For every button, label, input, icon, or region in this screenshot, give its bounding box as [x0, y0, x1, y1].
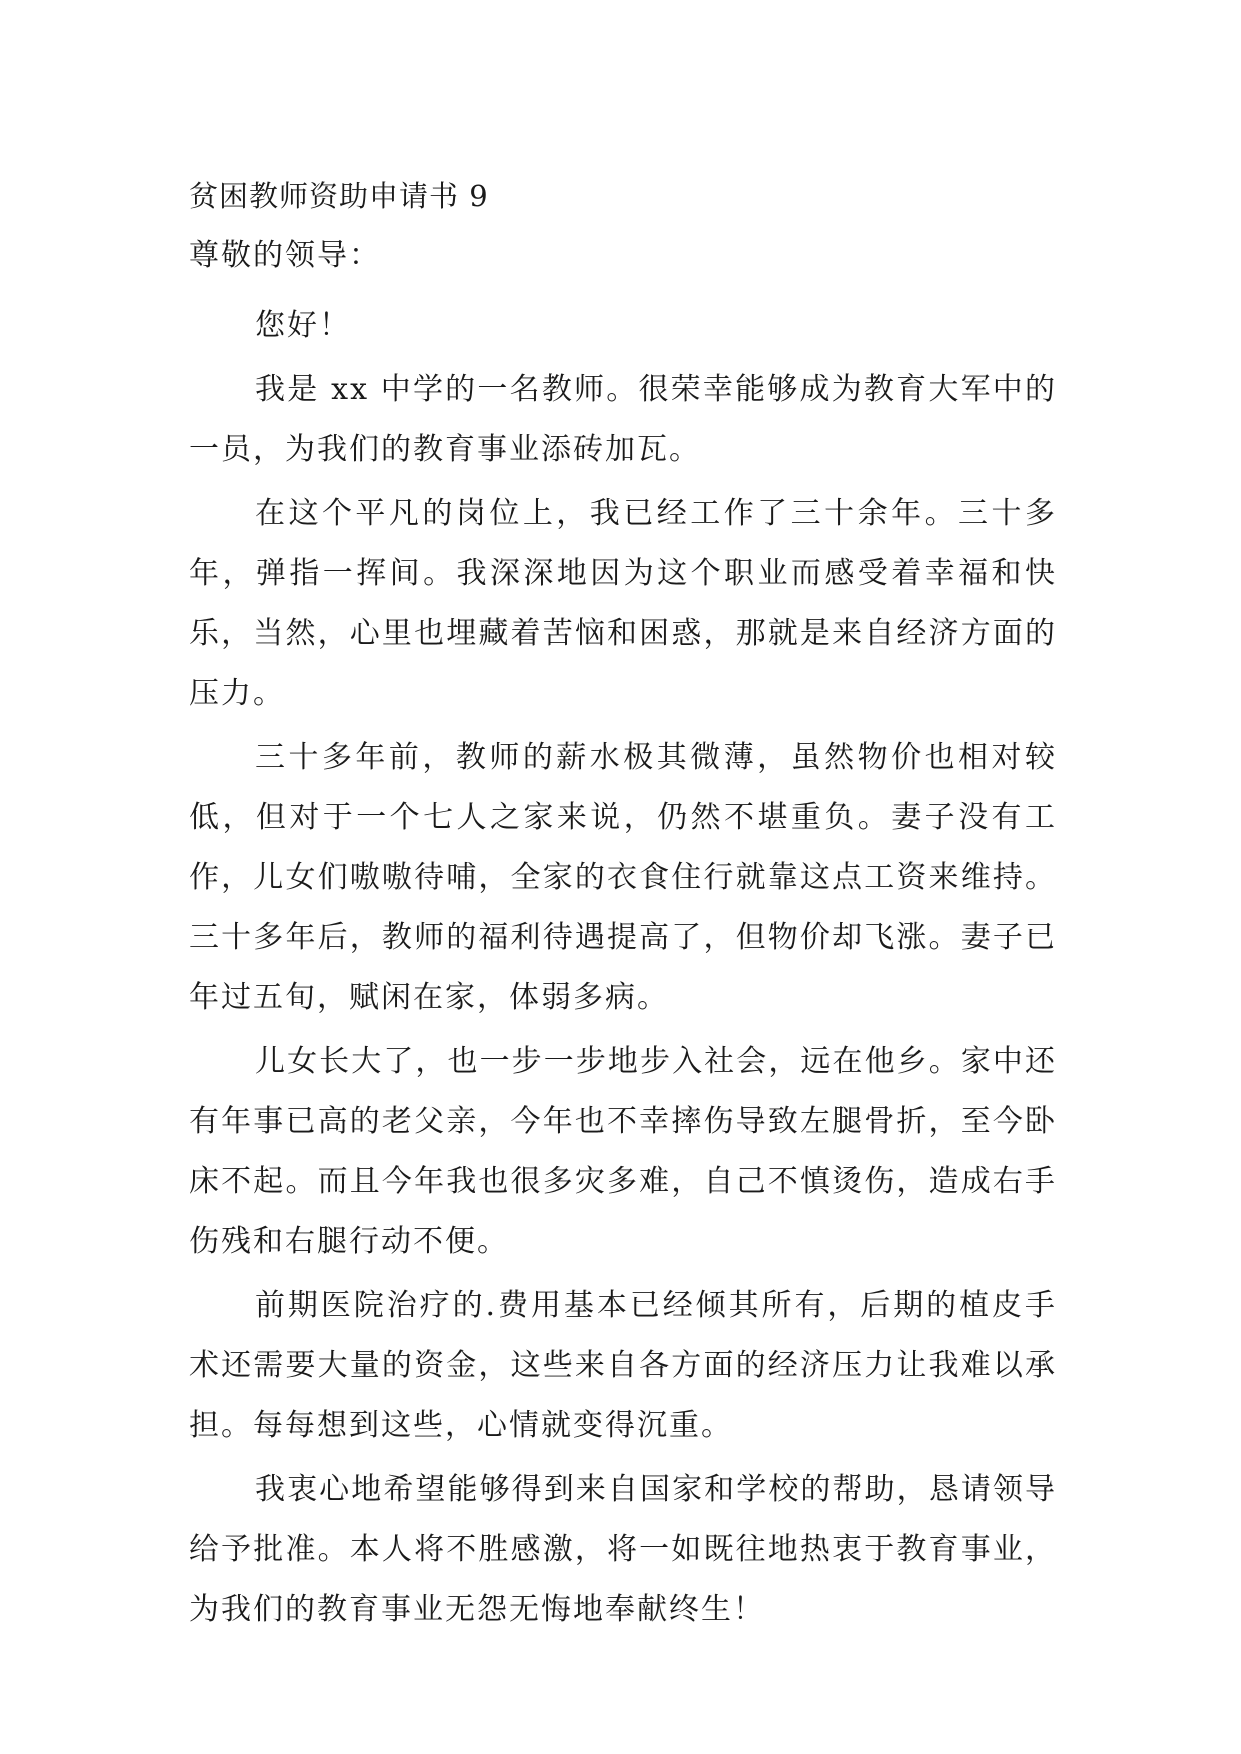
- body-paragraph-5: 前期医院治疗的.费用基本已经倾其所有，后期的植皮手术还需要大量的资金，这些来自各方面的经济压力让我难以承担。每每想到这些，心情就变得沉重。: [189, 1288, 1057, 1443]
- body-paragraph-2: 在这个平凡的岗位上，我已经工作了三十余年。三十多年，弹指一挥间。我深深地因为这个职业而感受着幸福和快乐，当然，心里也埋藏着苦恼和困惑，那就是来自经济方面的压力。: [189, 496, 1057, 711]
- body-paragraph-3: 三十多年前，教师的薪水极其微薄，虽然物价也相对较低，但对于一个七人之家来说，仍然不堪重负。妻子没有工作，儿女们嗷嗷待哺，全家的衣食住行就靠这点工资来维持。三十多年后，教师的福利待遇提高了，但物价却飞涨。妻子已年过五旬，赋闲在家，体弱多病。: [189, 740, 1057, 1015]
- body-paragraph-1: 我是 xx 中学的一名教师。很荣幸能够成为教育大军中的一员，为我们的教育事业添砖加瓦。: [189, 372, 1057, 467]
- body-paragraph-4: 儿女长大了，也一步一步地步入社会，远在他乡。家中还有年事已高的老父亲，今年也不幸摔伤导致左腿骨折，至今卧床不起。而且今年我也很多灾多难，自己不慎烫伤，造成右手伤残和右腿行动不便。: [189, 1044, 1057, 1259]
- document-page: [189, 166, 1057, 1640]
- greeting: 您好！: [255, 308, 351, 343]
- salutation: 尊敬的领导：: [189, 238, 381, 273]
- body-paragraph-6: 我衷心地希望能够得到来自国家和学校的帮助，恳请领导给予批准。本人将不胜感激，将一如既往地热衷于教育事业，为我们的教育事业无怨无悔地奉献终生！: [189, 1472, 1057, 1627]
- document-title: 贫困教师资助申请书 9: [189, 179, 489, 213]
